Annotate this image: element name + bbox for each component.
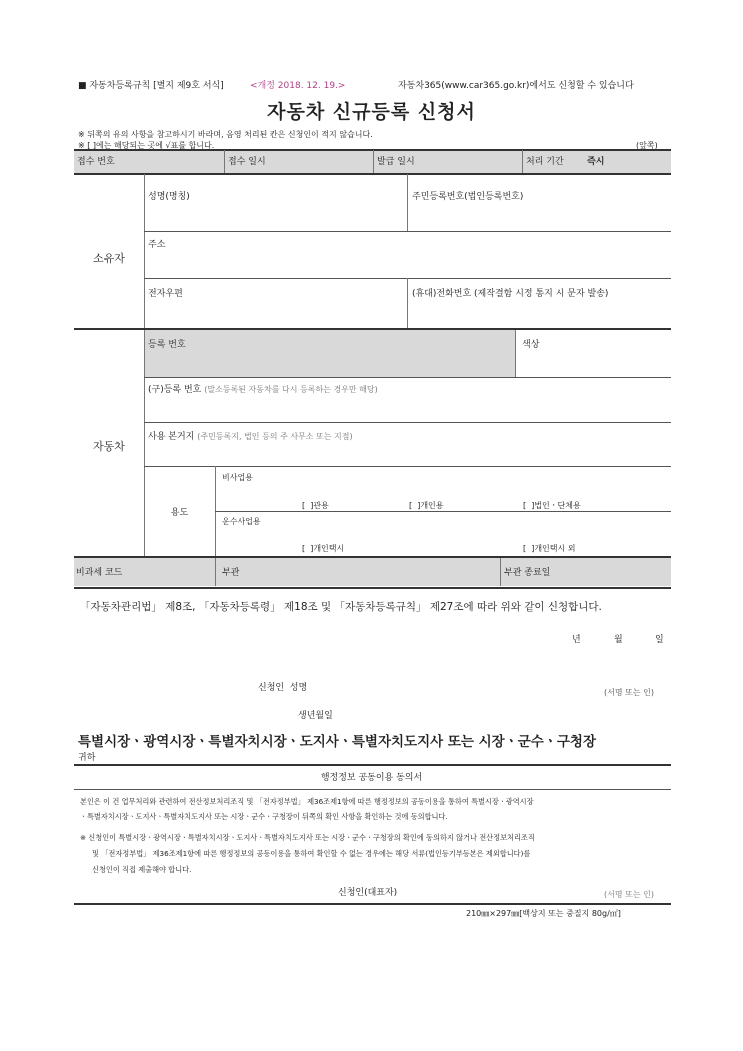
vehicle-section-label: 자동차 — [93, 440, 125, 453]
consent-signer-label: 신청인(대표자) — [338, 888, 398, 898]
receipt-number-label: 접수 번호 — [77, 157, 115, 167]
date-day[interactable]: 일 — [655, 635, 664, 645]
base-location-field[interactable] — [148, 429, 353, 442]
form-reference: ■ 자동차등록규칙 [별지 제9호 서식] — [78, 81, 224, 91]
application-statement: 「자동차관리법」 제8조, 「자동차등록령」 제18조 및 「자동차등록규칙」 제27조에 따라 위와 같이 신청합니다. — [80, 601, 602, 613]
note-line-2: ※ [ ]에는 해당되는 곳에 √표를 합니다. — [78, 141, 215, 150]
base-location-note: (주민등록지, 법인 등의 주 사무소 또는 지점) — [197, 432, 353, 441]
email-field[interactable]: 전자우편 — [148, 289, 183, 299]
owner-address-field[interactable]: 주소 — [148, 240, 166, 250]
form-title: 자동차 신규등록 신청서 — [267, 101, 476, 123]
date-year[interactable]: 년 — [572, 635, 581, 645]
addressee-honorific: 귀하 — [78, 753, 96, 763]
issue-date-label: 발급 일시 — [377, 157, 415, 167]
consent-paragraph-1b: ㆍ특별자치시장ㆍ도지사ㆍ특별자치도지사 또는 시장ㆍ군수ㆍ구청장이 뒤쪽의 확인 사항을 확인하는 것에 동의합니다. — [80, 812, 448, 821]
private-checkbox[interactable]: [ ]개인용 — [409, 501, 444, 510]
registration-number-label: 등록 번호 — [148, 340, 186, 350]
addressee-authority: 특별시장ㆍ광역시장ㆍ특별자치시장ㆍ도지사ㆍ특별자치도지사 또는 시장ㆍ군수ㆍ구청장 — [78, 734, 596, 750]
processing-period-label: 처리 기간 — [526, 157, 564, 167]
applicant-signature-field[interactable]: (서명 또는 인) — [604, 688, 654, 697]
non-taxi-checkbox[interactable]: [ ]개인택시 외 — [523, 544, 576, 553]
consent-paragraph-2c: 신청인이 직접 제출해야 합니다. — [92, 865, 192, 874]
phone-field[interactable]: (휴대)전화번호 (제작결함 시정 통지 시 문자 발송) — [412, 289, 609, 299]
owner-section-label: 소유자 — [93, 252, 125, 265]
tax-exemption-code-label: 비과세 코드 — [76, 568, 123, 578]
corporate-checkbox[interactable]: [ ]법인ㆍ단체용 — [523, 501, 581, 510]
revision-date: <개정 2018. 12. 19.> — [250, 81, 346, 91]
use-label: 용도 — [170, 508, 189, 518]
tax-row — [74, 558, 671, 586]
condition-label: 부관 — [222, 568, 240, 578]
consent-signature-field[interactable]: (서명 또는 인) — [604, 890, 654, 899]
taxi-checkbox[interactable]: [ ]개인택시 — [302, 544, 345, 553]
condition-end-date-label: 부관 종료일 — [504, 568, 551, 578]
consent-paragraph-2a: ※ 신청인이 특별시장ㆍ광역시장ㆍ특별자치시장ㆍ도지사ㆍ특별자치도지사 또는 시장ㆍ군수ㆍ구청장의 확인에 동의하지 않거나 전산정보처리조직 — [80, 833, 535, 842]
official-checkbox[interactable]: [ ]관용 — [302, 501, 329, 510]
receipt-date-label: 접수 일시 — [228, 157, 266, 167]
birth-date-label: 생년월일 — [298, 711, 333, 721]
date-month[interactable]: 월 — [614, 635, 623, 645]
note-line-1: ※ 뒤쪽의 유의 사항을 참고하시기 바라며, 음영 처리된 칸은 신청인이 적지 않습니다. — [78, 130, 373, 139]
consent-title: 행정정보 공동이용 동의서 — [320, 773, 423, 783]
resident-number-field[interactable]: 주민등록번호(법인등록번호) — [412, 192, 524, 202]
owner-name-field[interactable]: 성명(명칭) — [148, 192, 190, 202]
base-location-label: 사용 본거지 — [148, 432, 195, 442]
processing-period-value: 즉시 — [587, 157, 605, 167]
online-notice: 자동차365(www.car365.go.kr)에서도 신청할 수 있습니다 — [398, 81, 634, 91]
non-business-label: 비사업용 — [222, 473, 253, 482]
old-registration-note: (말소등록된 자동차를 다시 등록하는 경우만 해당) — [204, 385, 378, 394]
applicant-name-label: 신청인 성명 — [258, 683, 308, 693]
old-registration-field[interactable] — [148, 382, 378, 395]
transport-business-label: 운수사업용 — [222, 517, 261, 526]
paper-spec-footer: 210㎜×297㎜[백상지 또는 중질지 80g/㎡] — [466, 909, 621, 918]
old-registration-label: (구)등록 번호 — [148, 385, 202, 395]
page-side-label: (앞쪽) — [636, 141, 658, 150]
consent-paragraph-1a: 본인은 이 건 업무처리와 관련하여 전산정보처리조직 및 「전자정부법」 제36조제1항에 따른 행정정보의 공동이용을 통하여 특별시장ㆍ광역시장 — [80, 797, 534, 806]
registration-number-cell — [145, 330, 515, 377]
color-field[interactable]: 색상 — [522, 340, 540, 350]
consent-paragraph-2b: 및 「전자정부법」 제36조제1항에 따른 행정정보의 공동이용을 통하여 확인할 수 없는 경우에는 해당 서류(법인등기부등본은 제외합니다)를 — [92, 849, 531, 858]
